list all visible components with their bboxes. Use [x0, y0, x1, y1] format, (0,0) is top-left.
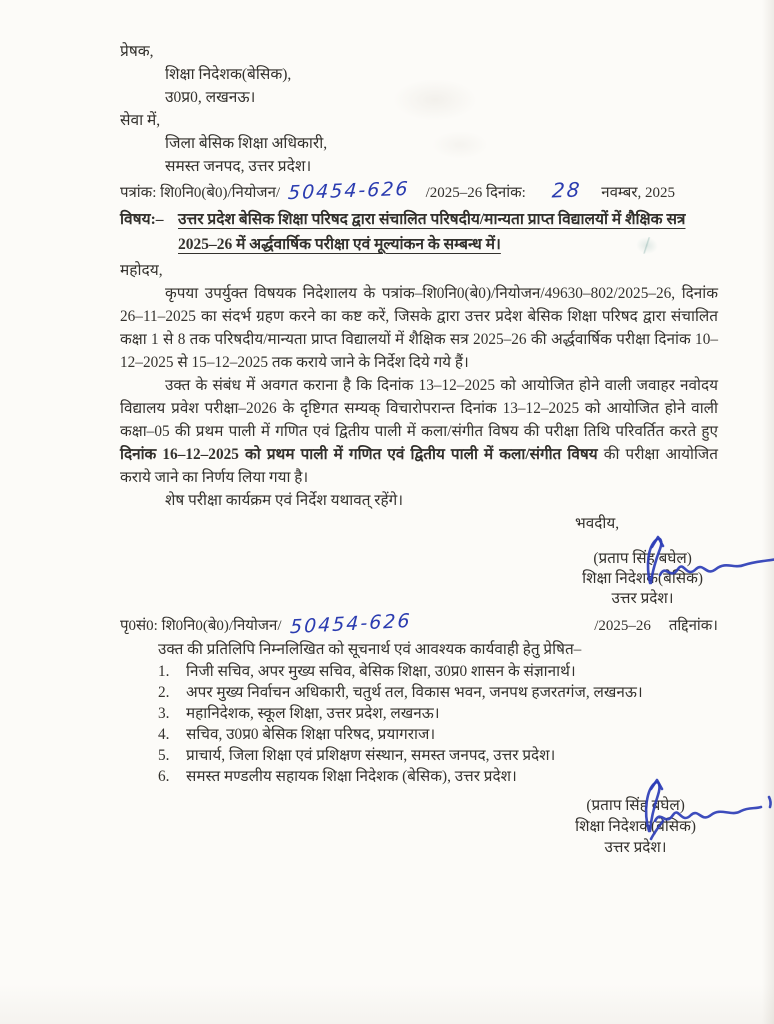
endorsement-year: /2025–26	[594, 618, 651, 634]
reference-middle: /2025–26 दिनांक:	[425, 185, 526, 201]
reference-number-line	[120, 178, 718, 206]
valediction: भवदीय,	[575, 515, 620, 532]
signatory-name: (प्रताप सिंह बघेल)	[586, 797, 685, 814]
handwritten-endorsement-number: 50454-626	[289, 609, 412, 639]
copy-item-1	[158, 661, 718, 682]
copy-item-4	[158, 724, 718, 745]
paragraph-2-bold-decision: दिनांक 16–12–2025 को प्रथम पाली में गणित एवं द्वितीय पाली में कला/संगीत विषय	[120, 446, 598, 463]
closing-note: शेष परीक्षा कार्यक्रम एवं निर्देश यथावत् रहेंगे।	[165, 492, 404, 509]
recipient-label: सेवा में,	[120, 112, 161, 129]
copy-item-number: 5.	[158, 747, 170, 764]
salutation: महोदय,	[120, 262, 163, 279]
signatory-name: (प्रताप सिंह बघेल)	[593, 550, 692, 567]
copy-item-number: 2.	[158, 684, 170, 701]
sender-label: प्रेषक,	[120, 43, 154, 60]
endorsement-line	[120, 611, 718, 639]
subject-label: विषय:–	[120, 211, 164, 228]
copy-item-number: 3.	[158, 705, 170, 722]
handwritten-reference-number: 50454-626	[287, 177, 411, 205]
letter-content	[120, 40, 718, 858]
signature-block-top	[582, 549, 703, 609]
copy-item-text: अपर मुख्य निर्वाचन अधिकारी, चतुर्थ तल, विकास भवन, जनपथ हजरतगंज, लखनऊ।	[186, 684, 643, 701]
subject-text: उत्तर प्रदेश बेसिक शिक्षा परिषद द्वारा संचालित परिषदीय/मान्यता प्राप्त विद्यालयों में शैक्षिक सत्र 2025–26 में अर्द्धवार्षिक परीक्षा एवं मूल्यांकन के सम्बन्ध में।	[178, 211, 686, 253]
copy-item-number: 6.	[158, 768, 170, 785]
copy-item-text: सचिव, उ0प्र0 बेसिक शिक्षा परिषद, प्रयागराज।	[186, 726, 436, 743]
copy-item-number: 1.	[158, 663, 170, 680]
recipient-line-1: जिला बेसिक शिक्षा अधिकारी,	[165, 135, 328, 152]
signatory-place: उत्तर प्रदेश।	[611, 590, 674, 607]
endorsement-same-date: तद्दिनांक।	[668, 618, 718, 634]
copy-distribution-intro: उक्त की प्रतिलिपि निम्नलिखित को सूचनार्थ एवं आवश्यक कार्यवाही हेतु प्रेषित–	[158, 641, 582, 658]
copy-item-text: प्राचार्य, जिला शिक्षा एवं प्रशिक्षण संस्थान, समस्त जनपद, उत्तर प्रदेश।	[186, 747, 556, 764]
body-paragraph-1: कृपया उपर्युक्त विषयक निदेशालय के पत्रांक–शि0नि0(बे0)/नियोजन/49630–802/2025–26, दिनांक 26–11–2025 का संदर्भ ग्रहण करने का कष्ट करें, जिसके द्वारा उत्तर प्रदेश बेसिक शिक्षा परिषद द्वारा संचालित कक्षा 1 से 8 तक परिषदीय/मान्यता प्राप्त विद्यालयों में शैक्षिक सत्र 2025–26 की अर्द्धवार्षिक परीक्षा दिनांक 10–12–2025 से 15–12–2025 तक कराये जाने के निर्देश दिये गये हैं।	[120, 285, 718, 371]
body-paragraph-2	[120, 374, 718, 489]
copy-item-2	[158, 682, 718, 703]
sender-line-2: उ0प्र0, लखनऊ।	[165, 89, 256, 106]
signatory-designation: शिक्षा निदेशक(बेसिक)	[582, 570, 703, 587]
signature-block-bottom	[575, 795, 696, 858]
recipient-line-2: समस्त जनपद, उत्तर प्रदेश।	[165, 158, 312, 175]
subject-block	[120, 207, 718, 257]
paragraph-2-tail: की परीक्षा आयोजित कराये जाने का निर्णय लिया गया है।	[120, 446, 718, 486]
paragraph-2-text: उक्त के संबंध में अवगत कराना है कि दिनांक 13–12–2025 को आयोजित होने वाली जवाहर नवोदय विद्यालय प्रवेश परीक्षा–2026 के दृष्टिगत सम्यक् विचारोपरान्त दिनांक 13–12–2025 को आयोजित होने वाली कक्षा–05 की प्रथम पाली में गणित एवं द्वितीय पाली में कला/संगीत विषय की परीक्षा तिथि परिवर्तित करते हुए	[120, 377, 718, 440]
reference-month-year: नवम्बर, 2025	[601, 185, 676, 201]
signatory-designation: शिक्षा निदेशक(बेसिक)	[575, 818, 696, 835]
copy-item-5	[158, 745, 718, 766]
handwritten-date-day: 28	[551, 177, 583, 203]
copy-item-number: 4.	[158, 726, 170, 743]
reference-prefix: पत्रांक: शि0नि0(बे0)/नियोजन/	[120, 185, 281, 201]
copy-item-text: निजी सचिव, अपर मुख्य सचिव, बेसिक शिक्षा, उ0प्र0 शासन के संज्ञानार्थ।	[186, 663, 576, 680]
copy-item-3	[158, 703, 718, 724]
endorsement-prefix: पृ0सं0: शि0नि0(बे0)/नियोजन/	[120, 618, 282, 634]
copy-item-text: समस्त मण्डलीय सहायक शिक्षा निदेशक (बेसिक), उत्तर प्रदेश।	[186, 768, 517, 785]
faint-ink-mark	[635, 236, 659, 256]
sender-line-1: शिक्षा निदेशक(बेसिक),	[165, 66, 292, 83]
copy-item-6	[158, 766, 718, 787]
copy-item-text: महानिदेशक, स्कूल शिक्षा, उत्तर प्रदेश, लखनऊ।	[186, 705, 440, 722]
signatory-place: उत्तर प्रदेश।	[604, 839, 667, 856]
